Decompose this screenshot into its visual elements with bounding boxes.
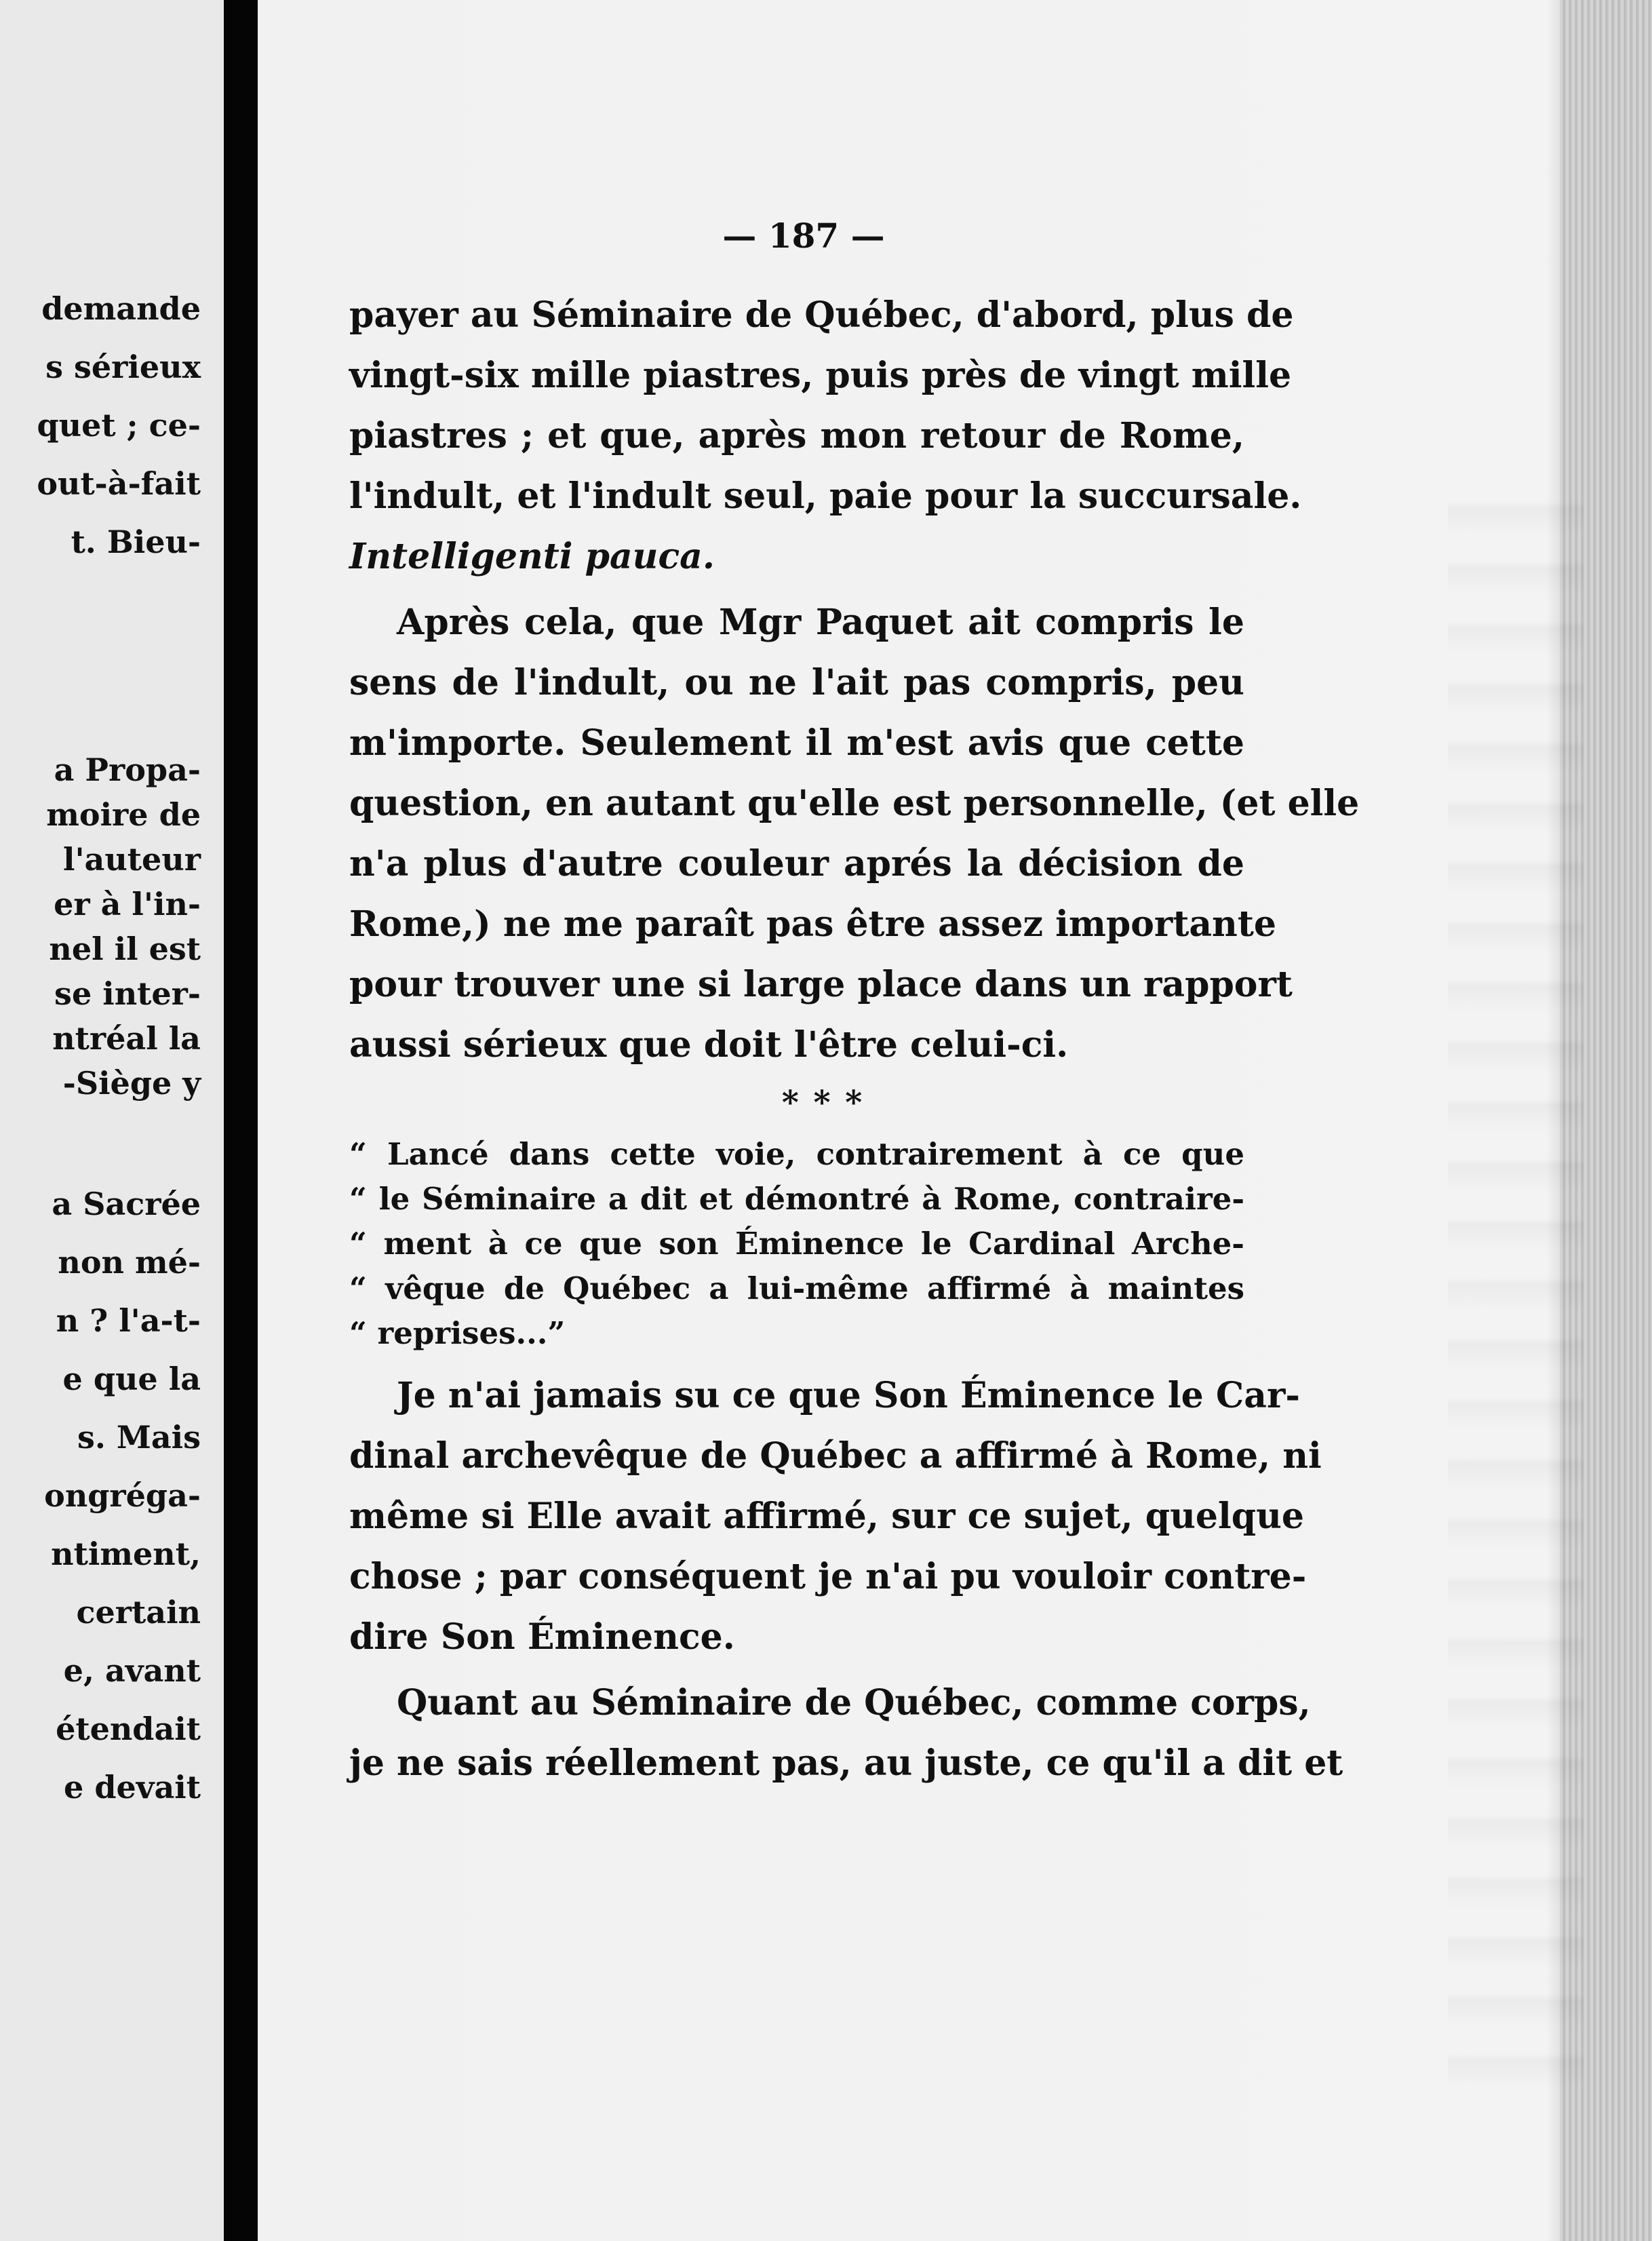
text-line: même si Elle avait affirmé, sur ce sujet, quelque bbox=[349, 1496, 1304, 1537]
text-line: l'indult, et l'indult seul, paie pour la succursale. bbox=[349, 475, 1302, 517]
facing-page-fragment: l'auteur bbox=[62, 841, 201, 878]
text-line: vingt-six mille piastres, puis près de vingt mille bbox=[349, 355, 1292, 396]
facing-page-fragment: certain bbox=[76, 1594, 201, 1631]
page-body bbox=[349, 285, 1360, 1793]
text-line: n'a plus d'autre couleur aprés la décision de bbox=[349, 843, 1244, 884]
facing-page-fragment: -Siège y bbox=[62, 1065, 201, 1102]
paragraph-2 bbox=[349, 592, 1360, 1075]
text-line: payer au Séminaire de Québec, d'abord, plus de bbox=[349, 294, 1294, 336]
facing-page-fragment: moire de bbox=[46, 796, 201, 833]
quoted-passage bbox=[349, 1132, 1244, 1356]
text-line: aussi sérieux que doit l'être celui-ci. bbox=[349, 1024, 1069, 1066]
quote-line: “ Lancé dans cette voie, contrairement à ce que bbox=[349, 1136, 1244, 1172]
facing-page-fragment: out-à-fait bbox=[37, 465, 201, 502]
facing-page-fragment: t. Bieu- bbox=[71, 524, 201, 560]
section-separator-asterism: * * * bbox=[781, 1084, 867, 1122]
paragraph-4 bbox=[349, 1673, 1343, 1793]
text-line: question, en autant qu'elle est personnelle, (et elle bbox=[349, 783, 1360, 824]
facing-page-fragment: a Propa- bbox=[54, 752, 201, 788]
facing-page-fragment: e, avant bbox=[63, 1652, 201, 1689]
quote-line: “ le Séminaire a dit et démontré à Rome, contraire- bbox=[349, 1181, 1244, 1217]
facing-page-fragment: a Sacrée bbox=[52, 1186, 201, 1222]
facing-page-fragment: s. Mais bbox=[77, 1419, 201, 1456]
text-line: m'importe. Seulement il m'est avis que cette bbox=[349, 722, 1244, 764]
page-number: — 187 — bbox=[722, 216, 885, 256]
facing-page-fragment: quet ; ce- bbox=[37, 407, 201, 444]
show-through-texture bbox=[1448, 475, 1584, 2103]
text-line: je ne sais réellement pas, au juste, ce qu'il a dit et bbox=[349, 1742, 1343, 1784]
facing-page-fragment: ongréga- bbox=[44, 1477, 201, 1514]
facing-page-left bbox=[0, 0, 224, 2241]
quote-line: “ ment à ce que son Éminence le Cardinal Arche- bbox=[349, 1226, 1244, 1262]
text-line: Je n'ai jamais su ce que Son Éminence le Car- bbox=[397, 1375, 1300, 1416]
text-line: Rome,) ne me paraît pas être assez importante bbox=[349, 903, 1276, 945]
facing-page-fragment: demande bbox=[41, 290, 201, 327]
facing-page-fragment: e devait bbox=[64, 1769, 201, 1806]
text-line: chose ; par conséquent je n'ai pu vouloir contre- bbox=[349, 1556, 1307, 1597]
paragraph-3 bbox=[349, 1365, 1322, 1667]
facing-page-fragment: nel il est bbox=[49, 931, 201, 967]
text-line: sens de l'indult, ou ne l'ait pas compris, peu bbox=[349, 662, 1244, 703]
text-line: Quant au Séminaire de Québec, comme corps, bbox=[397, 1682, 1311, 1723]
facing-page-fragment: étendait bbox=[56, 1711, 201, 1747]
quote-line: “ vêque de Québec a lui-même affirmé à maintes bbox=[349, 1270, 1244, 1306]
text-line: dinal archevêque de Québec a affirmé à Rome, ni bbox=[349, 1435, 1322, 1477]
latin-phrase: Intelligenti pauca. bbox=[349, 536, 715, 577]
book-gutter bbox=[224, 0, 258, 2241]
facing-page-fragment: ntiment, bbox=[51, 1536, 201, 1572]
text-line: piastres ; et que, après mon retour de Rome, bbox=[349, 415, 1244, 456]
facing-page-fragment: non mé- bbox=[58, 1244, 201, 1281]
text-line: Après cela, que Mgr Paquet ait compris le bbox=[397, 602, 1244, 643]
facing-page-fragment: n ? l'a-t- bbox=[56, 1302, 201, 1339]
facing-page-fragment: e que la bbox=[62, 1361, 201, 1397]
quote-line: “ reprises...” bbox=[349, 1315, 566, 1351]
facing-page-fragment: se inter- bbox=[54, 975, 201, 1012]
facing-page-fragment: er à l'in- bbox=[54, 886, 201, 922]
facing-page-fragment: s sérieux bbox=[45, 349, 201, 385]
paragraph-1 bbox=[349, 285, 1302, 587]
text-line: pour trouver une si large place dans un rapport bbox=[349, 964, 1293, 1005]
text-line: dire Son Éminence. bbox=[349, 1616, 735, 1658]
facing-page-fragment: ntréal la bbox=[52, 1020, 201, 1057]
